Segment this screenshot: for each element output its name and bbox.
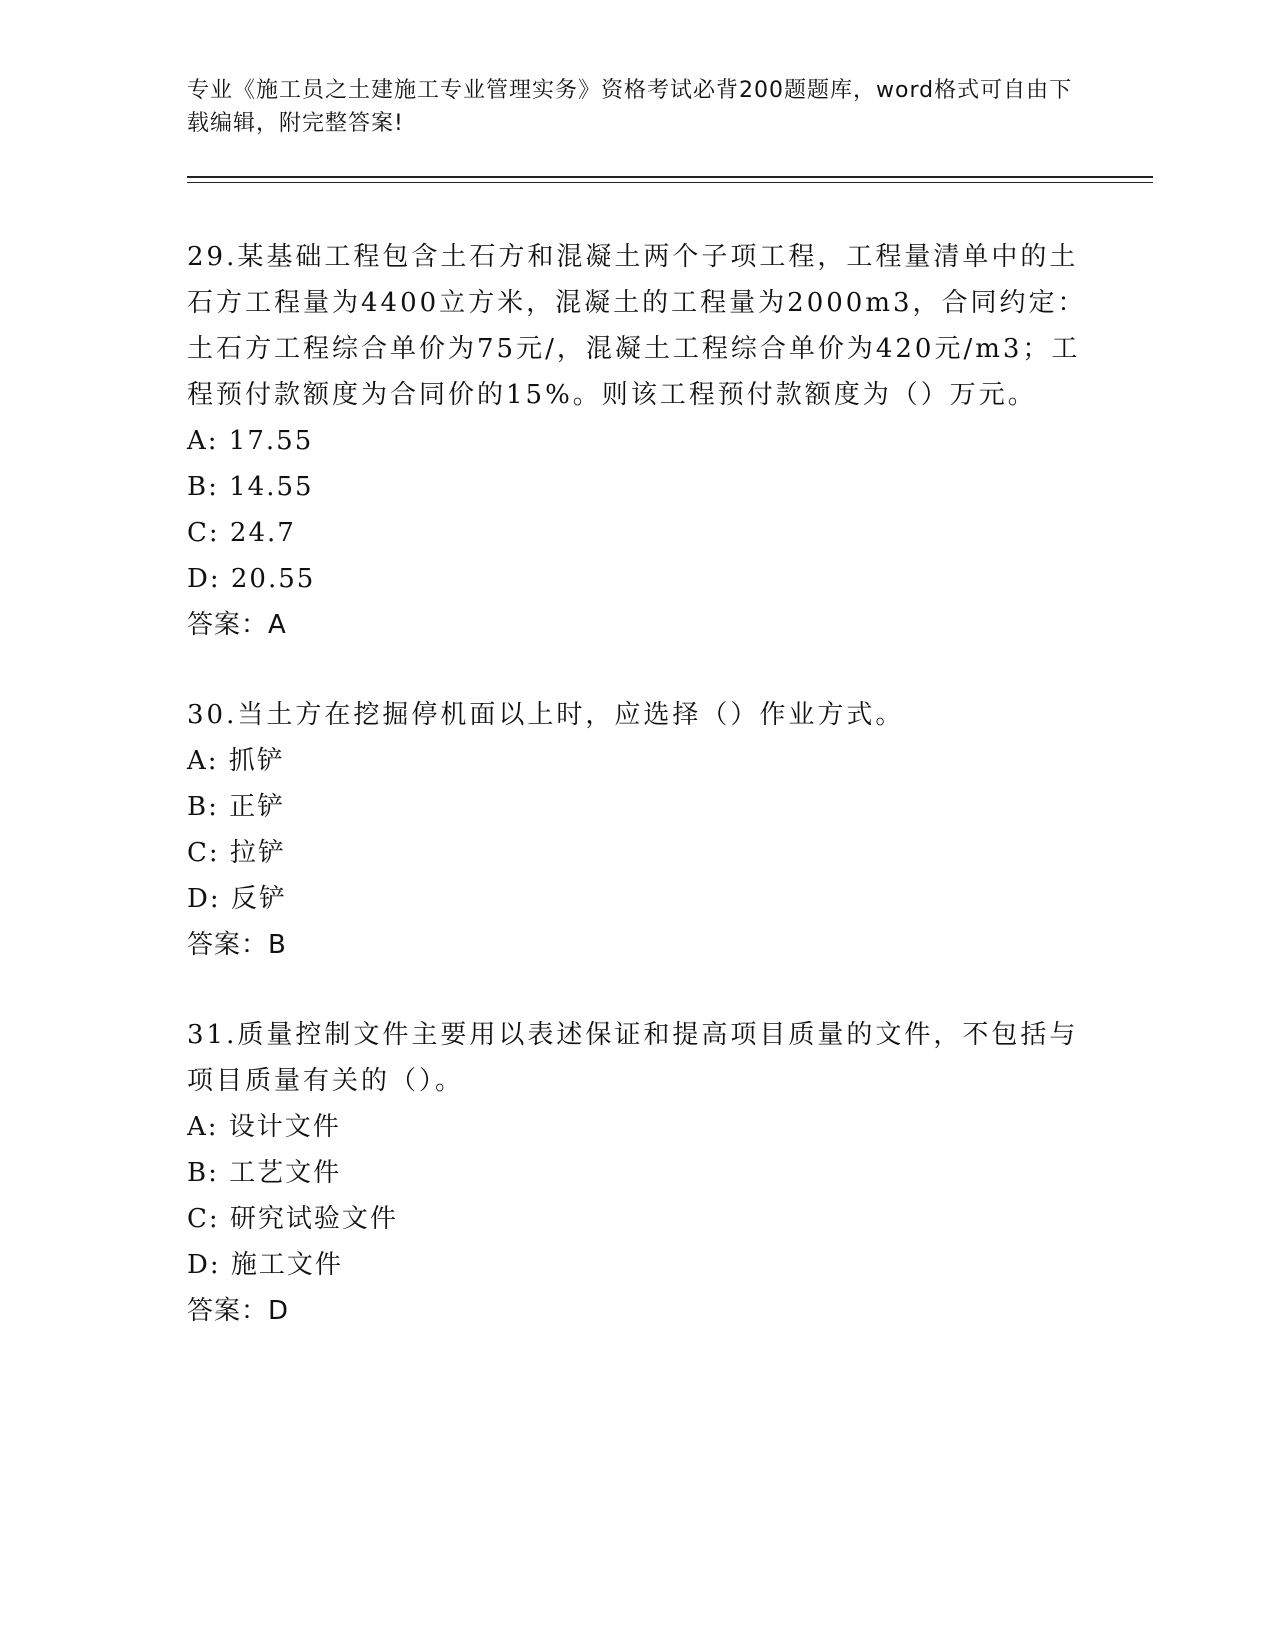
option-a: A: 17.55 bbox=[187, 426, 314, 456]
document-header: 专业《施工员之土建施工专业管理实务》资格考试必背200题题库，word格式可自由下载编辑，附完整答案! bbox=[187, 78, 1073, 136]
option-a: A: 设计文件 bbox=[187, 1112, 341, 1142]
option-c: C: 24.7 bbox=[187, 518, 296, 548]
answer-line: 答案：A bbox=[187, 610, 287, 640]
option-d: D: 施工文件 bbox=[187, 1250, 343, 1280]
question-stem: 31.质量控制文件主要用以表述保证和提高项目质量的文件，不包括与项目质量有关的（）。 bbox=[187, 1020, 1079, 1096]
option-d: D: 反铲 bbox=[187, 884, 287, 914]
question-list bbox=[187, 234, 1087, 1378]
option-b: B: 14.55 bbox=[187, 472, 314, 502]
question-stem: 29.某基础工程包含土石方和混凝土两个子项工程，工程量清单中的土石方工程量为4400立方米，混凝土的工程量为2000m3，合同约定：土石方工程综合单价为75元/，混凝土工程综合单价为420元/m3；工程预付款额度为合同价的15%。则该工程预付款额度为（）万元。 bbox=[187, 242, 1087, 410]
option-b: B: 工艺文件 bbox=[187, 1158, 342, 1188]
option-c: C: 研究试验文件 bbox=[187, 1204, 398, 1234]
header-divider-thin bbox=[187, 182, 1153, 183]
option-a: A: 抓铲 bbox=[187, 746, 285, 776]
answer-line: 答案：B bbox=[187, 930, 287, 960]
question-31 bbox=[187, 1012, 1087, 1334]
answer-line: 答案：D bbox=[187, 1296, 290, 1326]
option-d: D: 20.55 bbox=[187, 564, 316, 594]
question-30 bbox=[187, 692, 1087, 968]
option-c: C: 拉铲 bbox=[187, 838, 286, 868]
header-divider bbox=[187, 176, 1153, 178]
option-b: B: 正铲 bbox=[187, 792, 286, 822]
question-stem: 30.当土方在挖掘停机面以上时，应选择（）作业方式。 bbox=[187, 700, 905, 730]
question-29 bbox=[187, 234, 1087, 648]
